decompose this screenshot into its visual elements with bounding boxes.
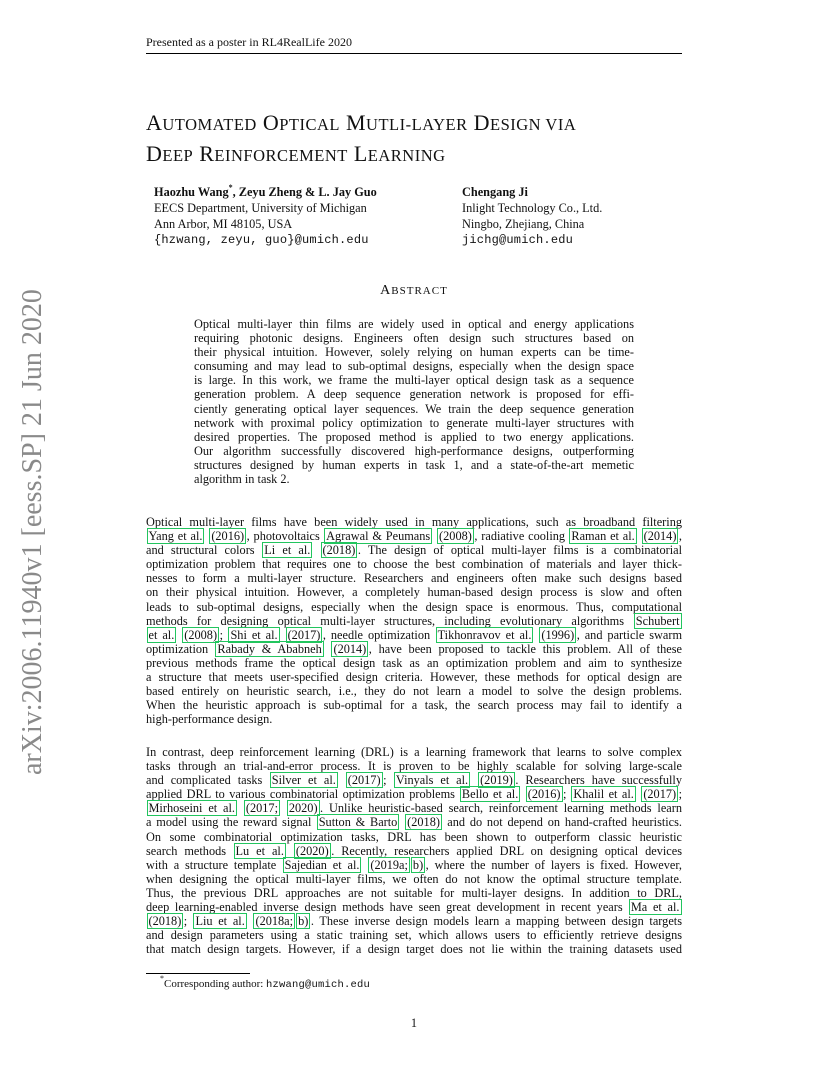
body-line: On some combinatorial optimization tasks, DRL has been shown to outperform classic heuristic [146,829,682,844]
citation-link[interactable]: Lu et al. [235,843,284,858]
author-block-left [154,184,434,248]
footnote-label: Corresponding author: [164,978,264,990]
citation-link[interactable]: (2017) [643,787,677,802]
intro-paragraph-1 [146,515,682,726]
citation-link[interactable]: (2018) [148,914,182,929]
citation-link[interactable]: Bello et al. [461,787,519,802]
citation-link[interactable]: Vinyals et al. [395,773,469,788]
body-line: nesses to form a multi-layer structure. Researchers and engineers often make such designs based [146,571,682,586]
citation-link[interactable]: b) [412,857,424,872]
body-line: Yang et al. (2016) , photovoltaics Agrawal & Peumans (2008) , radiative cooling Raman et al. (2014) , [148,529,682,544]
abstract-line: network with proximal policy optimization to generate multi-layer structures with [194,415,634,430]
citation-link[interactable]: Sajedian et al. [284,857,360,872]
paper-title [146,108,706,170]
citation-link[interactable]: Mirhoseini et al. [148,801,236,816]
citation-link[interactable]: Rabady & Ababneh [217,641,322,656]
body-line: Thus, the previous DRL approaches are not suitable for multi-layer designs. In addition to DRL, [146,885,682,900]
citation-link[interactable]: Shi et al. [230,627,278,642]
author-address: Ann Arbor, MI 48105, USA [154,217,293,231]
abstract-text [194,317,634,486]
citation-link[interactable]: (2018) [407,815,440,830]
abstract-line: is large. In this work, we frame the multi-layer optical design task as a sequence [194,373,634,388]
citation-link[interactable]: Li et al. [264,543,311,558]
body-line: deep learning-enabled inverse design methods have seen great development in recent years Ma et al. [146,900,680,915]
running-head: Presented as a poster in RL4RealLife 2020 [146,35,352,49]
author-affiliation: EECS Department, University of Michigan [154,201,367,215]
abstract-line: algorithm in task 2. [194,472,290,487]
body-line: When the heuristic approach is sub-optimal for a task, the search process may fail to identify a [146,698,682,713]
abstract-line: requiring photonic designs. Engineers often design such structures based on [194,331,634,346]
citation-link[interactable]: Liu et al. [195,914,245,929]
footnote-email: hzwang@umich.edu [266,979,371,991]
abstract-line: consuming and may lead to sub-optimal designs, especially when the design space [194,359,634,374]
citation-link[interactable]: (2019a; [370,857,408,872]
citation-link[interactable]: et al. [148,627,175,642]
abstract-line: desired properties. The proposed method is applied to two energy applications. [194,429,634,444]
citation-link[interactable]: (2018a; [255,914,294,929]
page-number: 1 [410,1016,418,1030]
body-line: applied DRL to various combinatorial optimization problems Bello et al. (2016) ; Khalil et al. (2017) ; [146,787,683,802]
body-line: based entirely on heuristic search, i.e., they do not learn a model to solve the design problems. [146,684,682,699]
citation-link[interactable]: (2017; [245,801,278,816]
arxiv-side-stamp[interactable]: arXiv:2006.11940v1 [eess.SP] 21 Jun 2020 [17,289,48,775]
citation-link[interactable]: (2014) [643,529,677,544]
citation-link[interactable]: Sutton & Barto [318,815,398,830]
author-names: Haozhu Wang*, Zeyu Zheng & L. Jay Guo [154,183,377,199]
body-line: tasks through an trial-and-error process. It is proven to be highly scalable for solving large-scale [146,759,682,774]
body-line: (2018) ; Liu et al. (2018a; b) . These inverse design models learn a mapping between design targets [148,914,682,929]
citation-link[interactable]: (2020) [295,843,329,858]
citation-link[interactable]: Schubert [635,613,680,628]
body-line: Optical multi-layer films have been widely used in many applications, such as broadband filtering [146,515,682,529]
body-line: search methods Lu et al. (2020) . Recently, researchers applied DRL on designing optical devices [146,843,682,858]
abstract-line: Optical multi-layer thin films are widely used in optical and energy applications [194,317,634,331]
body-line: and structural colors Li et al. (2018) . The design of optical multi-layer films is a combinatorial [146,543,682,558]
body-line: on their physical intuition. However, a completely human-based design process is slow and often [146,585,682,600]
footnote-mark: * [160,974,164,983]
intro-paragraph-2 [146,745,682,956]
footnote [160,974,371,992]
citation-link[interactable]: (2016) [211,529,245,544]
citation-link[interactable]: (2016) [527,787,561,802]
citation-link[interactable]: (2018) [322,543,356,558]
author-block-right [462,184,692,248]
citation-link[interactable]: b) [298,914,309,929]
abstract-line: structures designed by human experts in task 1, and a state-of-the-art memetic [194,457,634,472]
body-line: methods for designing optical multi-layer structures, including evolutionary algorithms Schubert [146,613,680,628]
author-address: Ningbo, Zhejiang, China [462,217,585,231]
body-line: previous methods frame the optical design task as an optimization problem and aim to synthesize [146,655,682,670]
abstract-line: Our algorithm successfully discovered high-performance designs, outperforming [194,443,634,458]
abstract-line: generation problem. A deep sequence generation network is proposed for effi- [194,387,634,402]
footnote-marker[interactable]: * [228,183,233,192]
body-line: In contrast, deep reinforcement learning (DRL) is a learning framework that learns to solve complex [146,745,682,759]
body-line: a structure that meets user-specified design criteria. However, these methods for optical design are [146,670,682,685]
body-line: with a structure template Sajedian et al. (2019a; b) , where the number of layers is fixed. However, [146,857,682,872]
author-affiliation: Inlight Technology Co., Ltd. [462,201,603,215]
citation-link[interactable]: (2008) [184,627,218,642]
citation-link[interactable]: (1996) [541,627,575,642]
body-line: that match design targets. However, if a design target does not lie within the training datasets used [146,942,682,957]
citation-link[interactable]: 2020) [288,801,318,816]
citation-link[interactable]: (2019) [480,773,513,788]
body-line: optimization Rabady & Ababneh (2014) , have been proposed to tackle this problem. All of these [146,641,683,656]
body-line: optimization problem that requires one to choose the best combination of materials and layer thick- [146,557,682,572]
body-line: leads to sub-optimal designs, especially when the design space is enormous. Thus, computational [146,599,682,614]
body-line: Mirhoseini et al. (2017; 2020) . Unlike heuristic-based search, reinforcement learning methods learn [148,801,682,816]
body-line: et al. (2008) ; Shi et al. (2017) , needle optimization Tikhonravov et al. (1996) , and particle swarm [148,627,683,642]
author-names: Chengang Ji [462,185,528,199]
citation-link[interactable]: (2008) [439,529,472,544]
abstract-line: ciently generating optical layer sequences. We train the deep sequence generation [194,401,634,416]
citation-link[interactable]: Ma et al. [630,900,680,915]
citation-link[interactable]: Silver et al. [271,773,336,788]
author-email: {hzwang, zeyu, guo}@umich.edu [154,233,369,247]
abstract-heading: ABSTRACT [380,283,448,298]
citation-link[interactable]: (2017) [287,627,321,642]
body-line: and design parameters using a static training set, which allows users to efficiently retrieve designs [146,928,682,943]
citation-link[interactable]: Agrawal & Peumans [326,529,431,544]
header-rule [146,53,682,54]
abstract-line: their physical intuition. However, solely relying on human experts can be time- [194,345,634,360]
body-line: when designing the optical multi-layer films, we often do not know the optimal structure template. [146,871,682,886]
body-line: and complicated tasks Silver et al. (2017) ; Vinyals et al. (2019) . Researchers have successfully [146,773,682,788]
title-line-2: DEEP REINFORCEMENT LEARNING [146,141,446,166]
citation-link[interactable]: Yang et al. [148,529,203,544]
author-email: jichg@umich.edu [462,233,574,247]
citation-link[interactable]: Khalil et al. [573,787,634,802]
body-line: a model using the reward signal Sutton & Barto (2018) and do not depend on hand-crafted heuristics. [146,815,683,830]
citation-link[interactable]: (2014) [333,641,367,656]
citation-link[interactable]: (2017) [347,773,381,788]
body-line: high-performance design. [146,712,273,727]
citation-link[interactable]: Tikhonravov et al. [437,627,532,642]
title-line-1: AUTOMATED OPTICAL MUTLI-LAYER DESIGN VIA [146,110,577,135]
citation-link[interactable]: Raman et al. [571,529,635,544]
